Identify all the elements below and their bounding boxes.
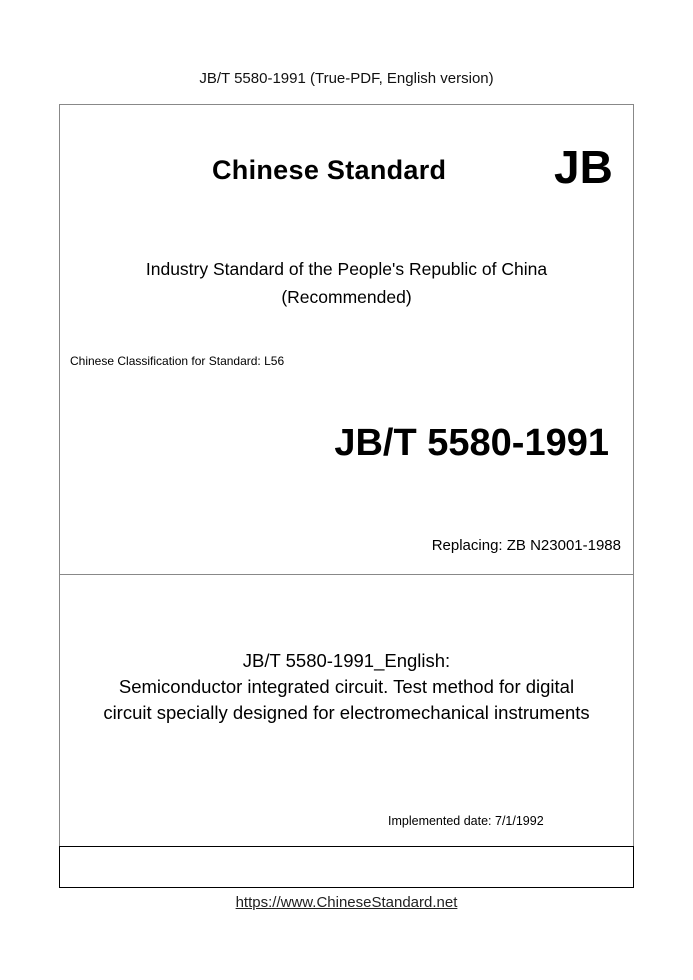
replacing-label: Replacing: ZB N23001-1988 [431,537,621,554]
website-link[interactable]: https://www.ChineseStandard.net [235,894,458,911]
title-line-2: Semiconductor integrated circuit. Test method for digital [118,676,575,697]
document-header: JB/T 5580-1991 (True-PDF, English version) [199,70,494,87]
title-line-1: JB/T 5580-1991_English: [242,650,451,671]
cover-frame-bottom [59,846,634,888]
brand-code: JB [554,141,613,193]
classification-label: Chinese Classification for Standard: L56 [70,354,285,368]
document-title [59,648,634,726]
brand-title: Chinese Standard [212,155,447,185]
recommended-label: (Recommended) [281,287,412,307]
standard-number: JB/T 5580-1991 [334,422,609,464]
implemented-date: Implemented date: 7/1/1992 [388,814,544,828]
industry-standard-heading: Industry Standard of the People's Republic of China [145,259,548,279]
footer [0,894,693,911]
title-line-3: circuit specially designed for electromechanical instruments [103,702,590,723]
